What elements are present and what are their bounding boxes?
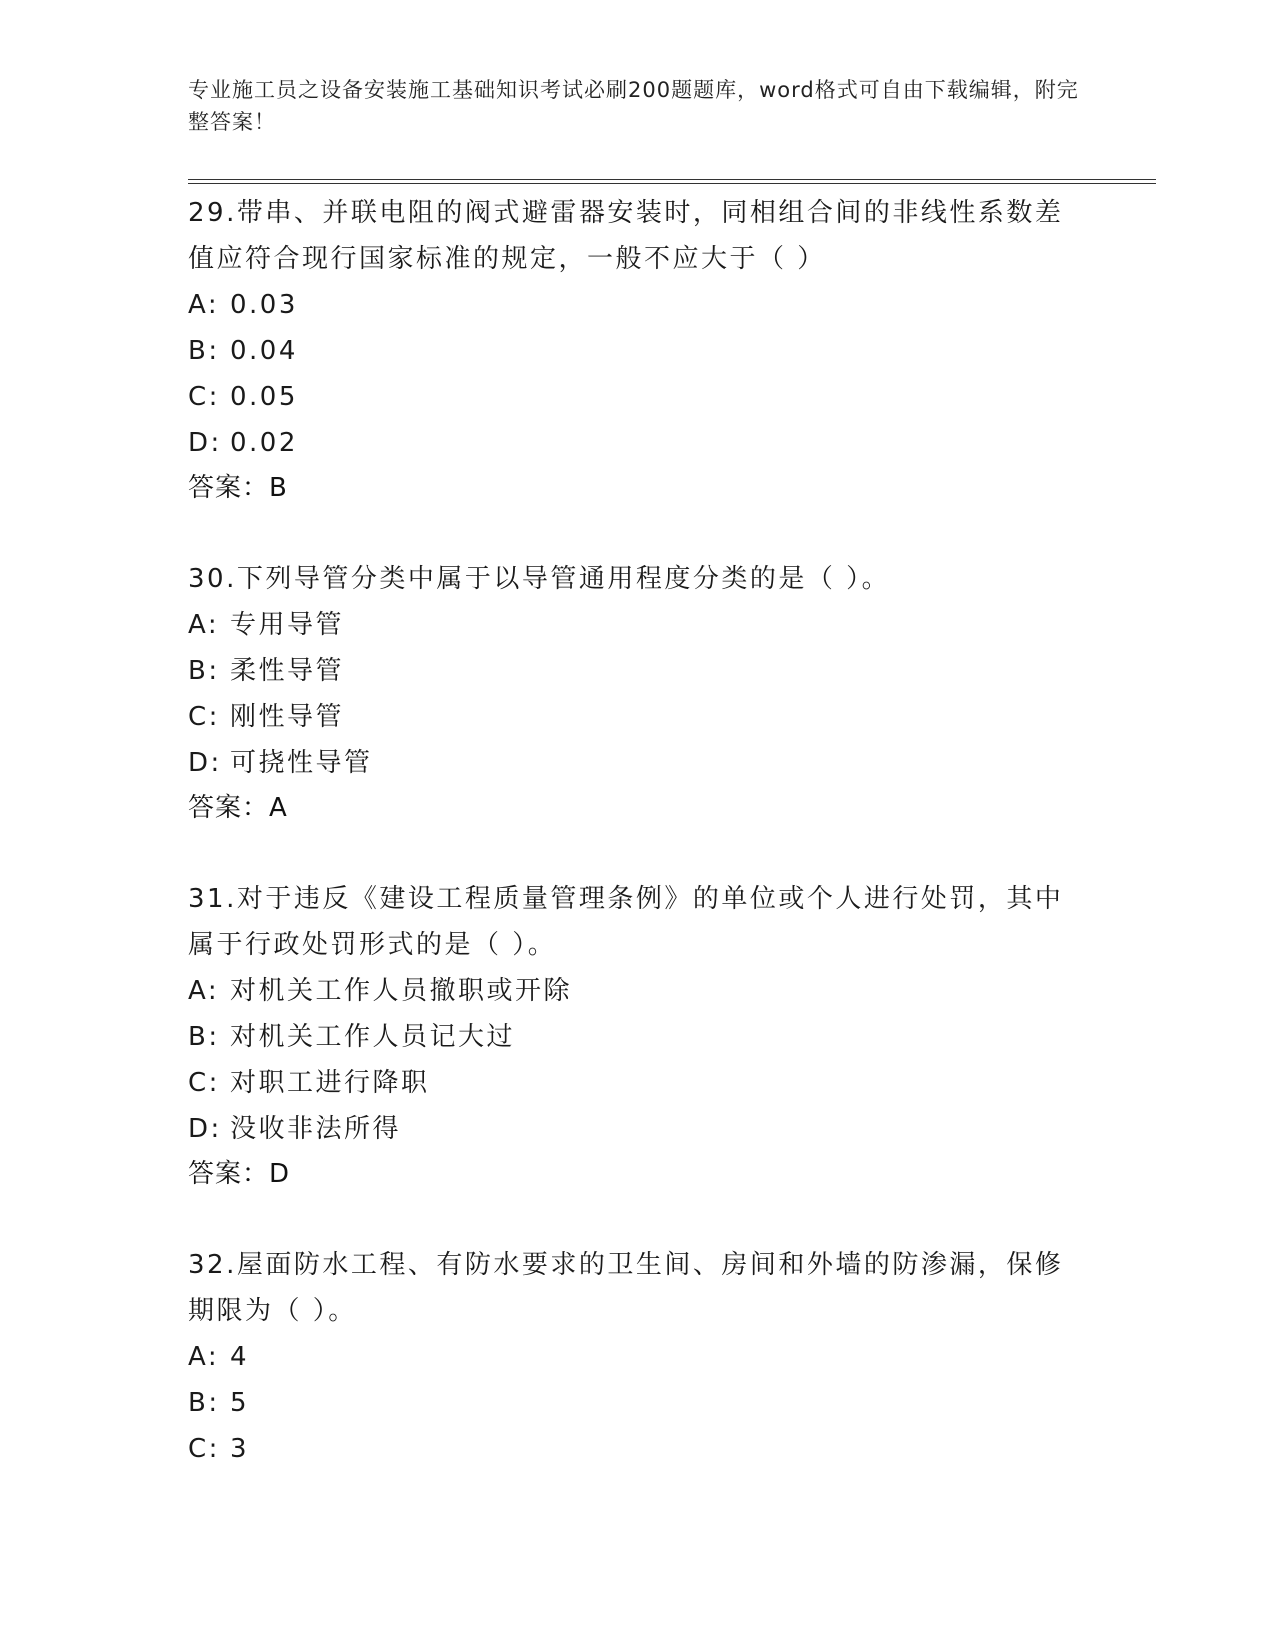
question-text: 29.带串、并联电阻的阀式避雷器安装时，同相组合间的非线性系数差值应符合现行国家标准的规定，一般不应大于（ ） bbox=[188, 198, 1064, 274]
option-b bbox=[188, 1014, 1088, 1060]
option-key: A: bbox=[188, 610, 220, 640]
option-a bbox=[188, 968, 1088, 1014]
option-key: C: bbox=[188, 1068, 220, 1098]
option-a bbox=[188, 282, 1088, 328]
option-key: A: bbox=[188, 1342, 220, 1372]
document-header: 专业施工员之设备安装施工基础知识考试必刷200题题库，word格式可自由下载编辑，附完整答案！ bbox=[188, 78, 1079, 134]
option-value: 没收非法所得 bbox=[230, 1114, 402, 1144]
option-value: 0.02 bbox=[230, 428, 298, 458]
option-b bbox=[188, 648, 1088, 694]
header-divider-bottom bbox=[188, 183, 1156, 184]
option-value: 0.04 bbox=[230, 336, 298, 366]
option-key: D: bbox=[188, 428, 222, 458]
question-31 bbox=[188, 876, 1088, 1196]
option-value: 刚性导管 bbox=[230, 702, 345, 732]
option-value: 对机关工作人员记大过 bbox=[230, 1022, 516, 1052]
option-value: 专用导管 bbox=[230, 610, 345, 640]
option-key: D: bbox=[188, 1114, 222, 1144]
question-spacer bbox=[188, 830, 1088, 876]
option-key: D: bbox=[188, 748, 222, 778]
option-d bbox=[188, 1106, 1088, 1152]
answer-line: 答案：D bbox=[188, 1159, 291, 1189]
option-a bbox=[188, 602, 1088, 648]
option-key: C: bbox=[188, 382, 220, 412]
question-30 bbox=[188, 556, 1088, 830]
option-c bbox=[188, 1426, 1088, 1472]
option-c bbox=[188, 694, 1088, 740]
option-key: C: bbox=[188, 1434, 220, 1464]
question-spacer bbox=[188, 510, 1088, 556]
option-key: C: bbox=[188, 702, 220, 732]
option-b bbox=[188, 1380, 1088, 1426]
option-b bbox=[188, 328, 1088, 374]
option-value: 可挠性导管 bbox=[230, 748, 373, 778]
option-value: 4 bbox=[230, 1342, 250, 1372]
question-text: 31.对于违反《建设工程质量管理条例》的单位或个人进行处罚，其中属于行政处罚形式的是（ ）。 bbox=[188, 884, 1064, 960]
option-value: 3 bbox=[230, 1434, 250, 1464]
answer-line: 答案：B bbox=[188, 473, 288, 503]
question-text: 30.下列导管分类中属于以导管通用程度分类的是（ ）。 bbox=[188, 564, 891, 594]
option-value: 柔性导管 bbox=[230, 656, 345, 686]
answer-line: 答案：A bbox=[188, 793, 288, 823]
option-key: B: bbox=[188, 336, 220, 366]
option-value: 5 bbox=[230, 1388, 250, 1418]
question-spacer bbox=[188, 1196, 1088, 1242]
option-key: A: bbox=[188, 976, 220, 1006]
option-key: B: bbox=[188, 656, 220, 686]
option-value: 对机关工作人员撤职或开除 bbox=[230, 976, 573, 1006]
option-key: B: bbox=[188, 1388, 220, 1418]
header-divider-top bbox=[188, 179, 1156, 180]
option-value: 0.03 bbox=[230, 290, 298, 320]
question-text: 32.屋面防水工程、有防水要求的卫生间、房间和外墙的防渗漏，保修期限为（ ）。 bbox=[188, 1250, 1064, 1326]
option-key: B: bbox=[188, 1022, 220, 1052]
option-c bbox=[188, 374, 1088, 420]
option-value: 0.05 bbox=[230, 382, 298, 412]
question-32 bbox=[188, 1242, 1088, 1472]
option-c bbox=[188, 1060, 1088, 1106]
question-29 bbox=[188, 190, 1088, 510]
option-value: 对职工进行降职 bbox=[230, 1068, 430, 1098]
option-key: A: bbox=[188, 290, 220, 320]
option-a bbox=[188, 1334, 1088, 1380]
option-d bbox=[188, 740, 1088, 786]
option-d bbox=[188, 420, 1088, 466]
question-list bbox=[188, 190, 1088, 1472]
